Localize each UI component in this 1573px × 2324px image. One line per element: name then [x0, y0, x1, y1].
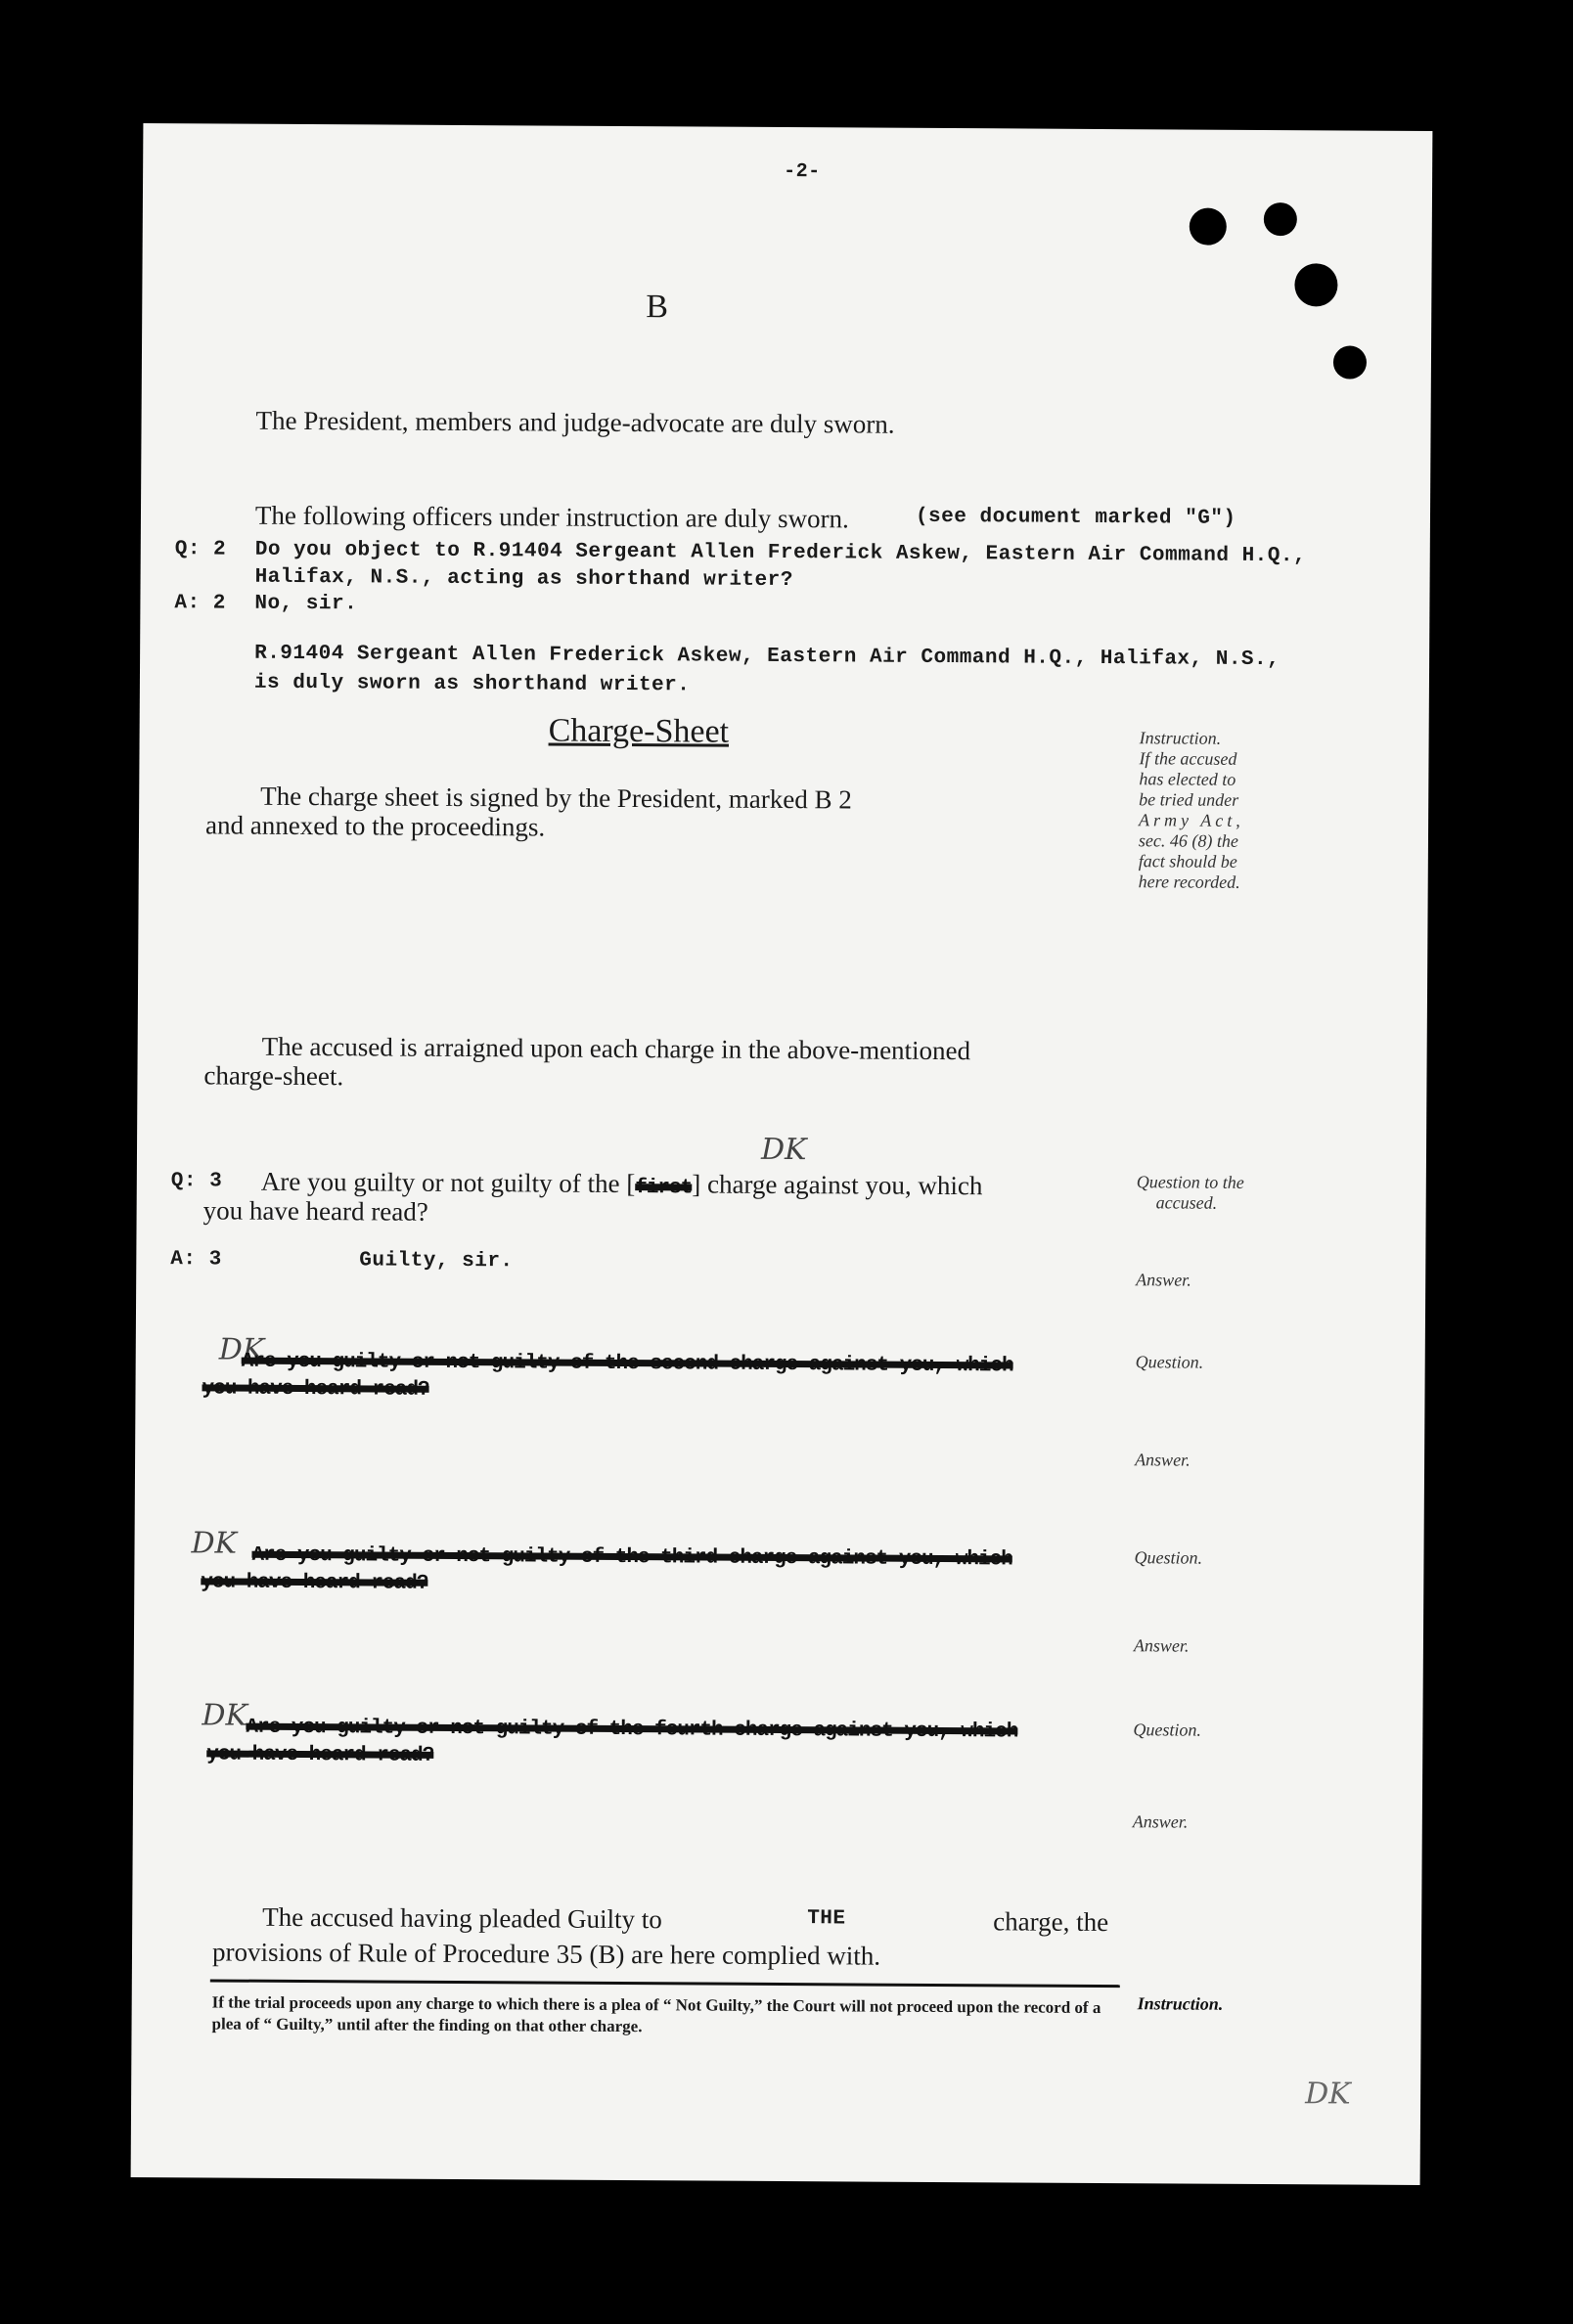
arraigned-line2: charge-sheet. — [203, 1060, 344, 1092]
instruction-margin-line: fact should be — [1138, 851, 1237, 872]
writer-line1: R.91404 Sergeant Allen Frederick Askew, Eastern Air Command H.Q., Halifax, N.S., — [254, 642, 1281, 672]
q3-line1-start: Are you guilty or not guilty of the [ — [260, 1166, 636, 1199]
divider-rule — [210, 1979, 1120, 1988]
instruction-margin-line: sec. 46 (8) the — [1138, 830, 1238, 851]
punch-hole — [1294, 263, 1337, 306]
punch-hole — [1190, 208, 1227, 246]
struck-question-line: Are you guilty or not guilty of the fourth charge against you, which — [246, 1716, 1018, 1744]
charge-line1: The charge sheet is signed by the President, marked B 2 — [260, 781, 852, 815]
instruction-margin-note — [1139, 728, 1245, 893]
footnote-label: Instruction. — [1137, 1993, 1224, 2014]
instruction-margin-line: Army Act, — [1139, 810, 1244, 830]
instruction-margin-line: here recorded. — [1138, 872, 1240, 892]
document-page — [131, 123, 1433, 2185]
q3-struck-word: first — [635, 1177, 693, 1200]
instruction-margin-line: be tried under — [1139, 789, 1239, 810]
pleaded-line1-start: The accused having pleaded Guilty to — [262, 1901, 662, 1935]
arraigned-line1: The accused is arraigned upon each charge in the above-mentioned — [261, 1031, 971, 1066]
pleaded-the: THE — [807, 1907, 846, 1931]
q3-margin-line: Question to the — [1136, 1172, 1244, 1192]
footnote: If the trial proceeds upon any charge to which there is a plea of “ Not Guilty,” the Court will not proceed upon the record of a plea of “ Guilty,” until after the finding on that other charge. — [211, 1992, 1101, 2036]
struck-question-line: Are you guilty or not guilty of the third charge against you, which — [251, 1543, 1012, 1572]
instruction-margin-line: If the accused — [1139, 748, 1237, 769]
struck-question-line: Are you guilty or not guilty of the second charge against you, which — [241, 1350, 1013, 1378]
sworn-line: The President, members and judge-advocate are duly sworn. — [255, 405, 895, 439]
initials-mark: DK — [1305, 2077, 1351, 2112]
pleaded-line1-end: charge, the — [993, 1906, 1109, 1938]
answer-label: Answer. — [1135, 1450, 1191, 1470]
q3-line1-end: ] charge against you, which — [692, 1169, 983, 1201]
charge-sheet-heading: Charge-Sheet — [548, 712, 730, 750]
officers-line: The following officers under instruction are duly sworn. — [254, 500, 849, 534]
question-label: Question. — [1133, 1720, 1201, 1740]
a2-label: A: 2 — [174, 592, 226, 615]
a2-text: No, sir. — [254, 592, 358, 616]
answer-label: Answer. — [1136, 1270, 1191, 1290]
punch-hole — [1264, 202, 1297, 236]
section-letter: B — [646, 289, 669, 326]
initials-mark: DK — [191, 1526, 238, 1561]
instruction-margin-line: has elected to — [1139, 769, 1236, 789]
initials-mark: DK — [202, 1698, 248, 1733]
q2-line1: Do you object to R.91404 Sergeant Allen Frederick Askew, Eastern Air Command H.Q., — [254, 538, 1307, 568]
initials-mark: DK — [760, 1132, 807, 1168]
page-number: -2- — [784, 159, 821, 184]
instruction-margin-line: Instruction. — [1139, 728, 1222, 748]
struck-question-line: you have heard read? — [206, 1743, 434, 1767]
a3-text: Guilty, sir. — [359, 1249, 514, 1274]
pleaded-line2: provisions of Rule of Procedure 35 (B) are here complied with. — [211, 1937, 881, 1971]
charge-line2: and annexed to the proceedings. — [204, 810, 546, 842]
writer-line2: is duly sworn as shorthand writer. — [253, 671, 691, 697]
q3-margin-note — [1137, 1172, 1244, 1214]
struck-question-line: you have heard read? — [202, 1377, 429, 1402]
struck-question-line: you have heard read? — [201, 1571, 428, 1595]
initials-mark: DK — [218, 1332, 265, 1367]
q3-line2: you have heard read? — [202, 1195, 428, 1227]
q3-margin-line: accused. — [1155, 1192, 1218, 1213]
q2-label: Q: 2 — [174, 538, 227, 561]
punch-hole — [1333, 345, 1367, 379]
q2-line2: Halifax, N.S., acting as shorthand writer? — [254, 565, 793, 593]
question-label: Question. — [1134, 1547, 1203, 1568]
a3-label: A: 3 — [170, 1248, 222, 1272]
q3-label: Q: 3 — [170, 1170, 223, 1193]
answer-label: Answer. — [1133, 1635, 1190, 1656]
answer-label: Answer. — [1132, 1811, 1189, 1832]
question-label: Question. — [1135, 1352, 1204, 1372]
officers-ref: (see document marked "G") — [915, 505, 1236, 530]
